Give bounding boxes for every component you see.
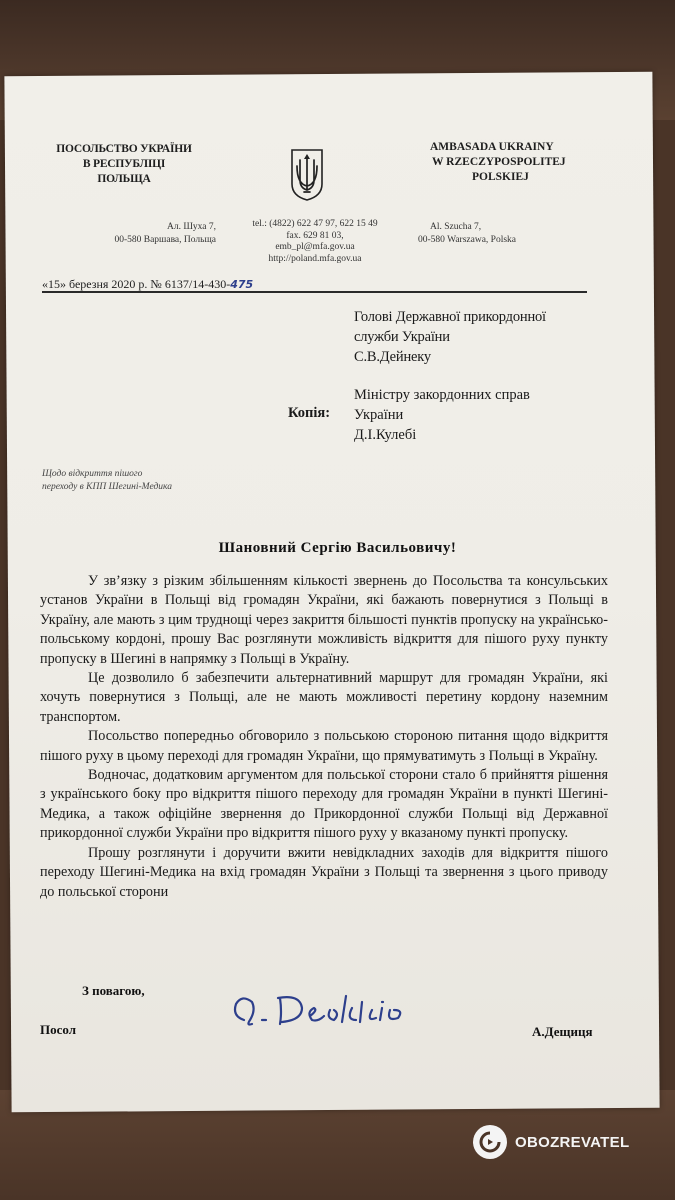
contact-block [230, 219, 400, 265]
body-paragraph-4: Водночас, додатковим аргументом для польської сторони стало б прийняття рішення з українського боку про відкриття пішого переходу для громадян України в пункті Шегині-Медика, а також офіційне звернення до Прикордонної служби Польщі від Державної прикордонної служби України про відкриття пішого руху у вказаному пункті пропуску. [40, 767, 608, 842]
body-paragraph-1: У зв’язку з різким збільшенням кількості звернень до Посольства та консульських установ України в Польщі від громадян України, які бажають повернутися з Польщі в Україну, але мають з цим труднощі через закриття більшості пунктів пропуску на українсько-польському кордоні, прошу Вас розглянути можливість відкриття для пішого руху пункту пропуску в Шегині в напрямку з Польщі в Україну. [40, 573, 608, 667]
date-reference-printed: «15» березня 2020 р. № 6137/14-430- [42, 277, 231, 291]
handwritten-signature [222, 980, 452, 1040]
address-ukrainian [66, 221, 216, 247]
addressee-block [354, 307, 634, 367]
email-line: emb_pl@mfa.gov.ua [275, 242, 355, 252]
salutation: Шановний Сергію Васильовичу! [218, 540, 457, 556]
obozrevatel-watermark [473, 1124, 653, 1160]
address-polish [418, 221, 578, 247]
address-right-line-1: Al. Szucha 7, [430, 222, 482, 232]
copy-line-1: Міністру закордонних справ [354, 387, 530, 403]
website-line: http://poland.mfa.gov.ua [268, 253, 362, 264]
subject-note [42, 468, 232, 494]
addressee-line-1: Голові Державної прикордонної [354, 309, 546, 325]
header-divider [42, 291, 587, 293]
watermark-text: OBOZREVATEL [515, 1133, 630, 1151]
date-reference-line [42, 277, 253, 292]
address-right-line-2: 00-580 Warszawa, Polska [418, 235, 516, 245]
header-left-line-2: В РЕСПУБЛІЦІ [82, 158, 166, 170]
header-left-line-3: ПОЛЬЩА [97, 173, 151, 185]
letter-body [40, 572, 608, 902]
position-title: Посол [40, 1022, 77, 1037]
trident-emblem-icon [288, 146, 326, 202]
header-right-line-3: POLSKIEJ [472, 171, 529, 183]
header-ukrainian [44, 142, 204, 187]
subject-line-1: Щодо відкриття пішого [42, 469, 143, 479]
copy-label: Копія: [288, 405, 331, 421]
copy-line-3: Д.І.Кулебі [354, 427, 417, 443]
header-polish [430, 140, 590, 185]
copy-recipient-block [354, 385, 634, 445]
body-paragraph-5: Прошу розглянути і доручити вжити невідкладних заходів для відкриття пішого переходу Шегині-Медика на вхід громадян України з Польщі та звернення з цього приводу до польської сторони [40, 844, 608, 900]
addressee-line-3: С.В.Дейнеку [354, 349, 431, 365]
fax-line: fax. 629 81 03, [286, 230, 344, 241]
signatory-name: А.Дещиця [532, 1024, 593, 1039]
subject-line-2: переходу в КПП Шегині-Медика [42, 482, 172, 492]
copy-line-2: України [354, 407, 404, 423]
closing-phrase: З повагою, [82, 983, 145, 998]
header-right-line-1: AMBASADA UKRAINY [430, 141, 554, 153]
header-right-line-2: W RZECZYPOSPOLITEJ [432, 156, 566, 168]
body-paragraph-3: Посольство попередньо обговорило з польською стороною питання щодо відкриття пішого руху в цьому переході для громадян України, що прямуватимуть з Польщі в Україну. [40, 728, 608, 764]
obozrevatel-logo-icon [473, 1125, 507, 1159]
address-left-line-2: 00-580 Варшава, Польща [114, 235, 216, 245]
phone-line: tel.: (4822) 622 47 97, 622 15 49 [252, 219, 378, 229]
body-paragraph-2: Це дозволило б забезпечити альтернативний маршрут для громадян України, які хочуть повернутися з Польщі, але не мають можливості перетину кордону наземним транспортом. [40, 670, 608, 725]
address-left-line-1: Ал. Шуха 7, [166, 222, 216, 232]
reference-handwritten-number: 475 [230, 278, 254, 291]
addressee-line-2: служби України [354, 329, 450, 345]
header-left-line-1: ПОСОЛЬСТВО УКРАЇНИ [56, 143, 192, 155]
